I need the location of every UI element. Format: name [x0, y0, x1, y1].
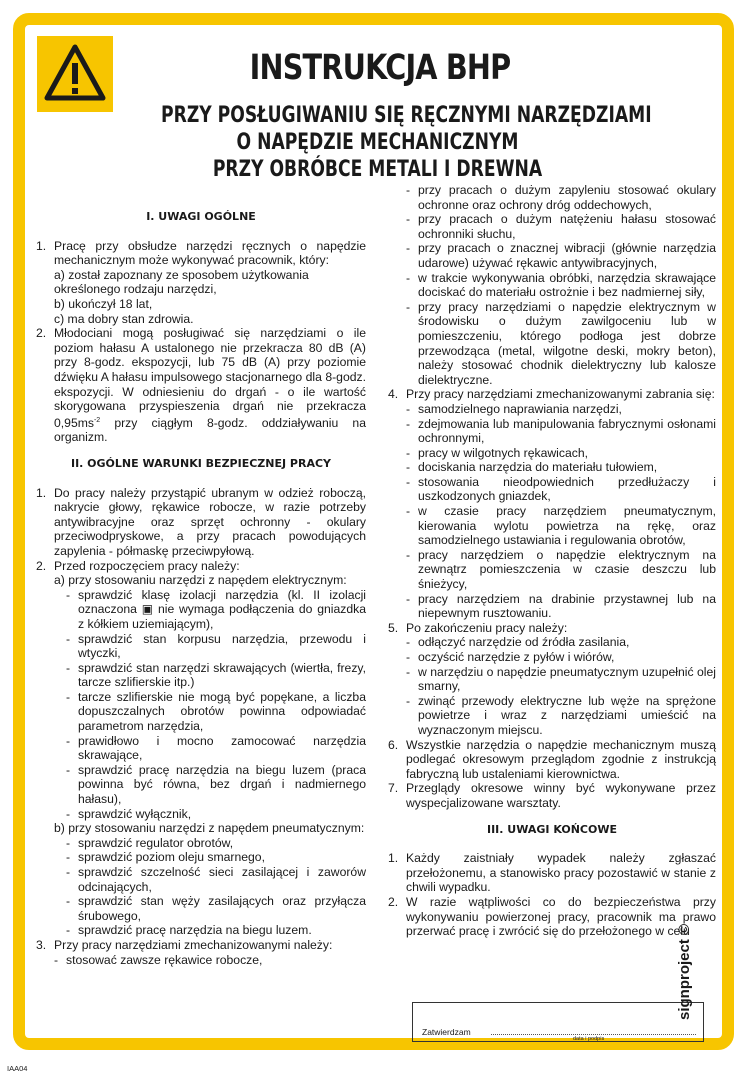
brand-logo: signproject © — [676, 923, 693, 1020]
dash-item — [406, 635, 716, 650]
dash-item-text: przy pracach o dużym natężeniu hałasu stosować ochronniki słuchu, — [418, 212, 716, 241]
sub-item — [36, 268, 366, 297]
dash-bullet: - — [66, 923, 71, 938]
dash-item — [406, 446, 716, 461]
item-text: Przy pracy narzędziami zmechanizowanymi zabrania się: — [406, 387, 715, 402]
list-item — [36, 938, 366, 953]
dash-list — [388, 183, 716, 387]
item-text-part: przy ciągłym 8-godz. oddziaływaniu na organizm. — [54, 415, 366, 445]
dash-item-text: sprawdzić wyłącznik, — [78, 806, 192, 821]
dash-item — [406, 592, 716, 621]
dash-bullet: - — [406, 183, 411, 197]
dash-bullet: - — [406, 474, 411, 489]
item-number: 5. — [388, 620, 399, 635]
sub-item-text: a) został zapoznany ze sposobem użytkowania określonego rodzaju narzędzi, — [54, 267, 309, 297]
sub-item-text: b) przy stosowaniu narzędzi z napędem pneumatycznym: — [54, 821, 365, 836]
sub-item-text: c) ma dobry stan zdrowia. — [54, 311, 194, 326]
item-number: 2. — [388, 894, 399, 909]
dash-item-text: oczyścić narzędzie z pyłów i wiórów, — [418, 650, 615, 664]
sub-item — [36, 312, 366, 327]
dash-bullet: - — [406, 635, 411, 650]
dash-list — [388, 635, 716, 737]
list-item — [388, 387, 716, 402]
warning-sign — [37, 36, 113, 112]
dash-bullet: - — [406, 591, 411, 606]
page-subtitle — [161, 102, 652, 183]
dash-item — [406, 271, 716, 300]
sub-item-text: b) ukończył 18 lat, — [54, 296, 153, 311]
dash-item-text: sprawdzić klasę izolacji narzędzia (kl. II izolacji oznaczona ▣ nie wymaga podłączenia do gniazdka z kółkiem uziemiającym), — [78, 587, 366, 631]
dash-bullet: - — [66, 806, 71, 821]
dash-item-text: pracy narzędziem o napędzie elektrycznym na zewnątrz pomieszczenia w czasie deszczu lub śnieżycy, — [418, 547, 716, 592]
dash-item — [406, 241, 716, 270]
item-text: Każdy zaistniały wypadek należy zgłaszać przełożonemu, a stanowisko pracy pozostawić w stanie z chwili wypadku. — [406, 851, 716, 895]
dash-item-text: sprawdzić stan węży zasilających oraz przyłącza śrubowego, — [78, 894, 366, 923]
dash-item — [406, 300, 716, 388]
item-text: W razie wątpliwości co do bezpieczeństwa przy wykonywaniu powierzonej pracy, pracownik ma prawo przerwać pracę i zwrócić się do przełożonego w celu — [406, 894, 716, 939]
sub-item — [36, 573, 366, 588]
dash-item-text: stosować zawsze rękawice robocze, — [66, 952, 263, 967]
dash-item-text: dociskania narzędzia do materiału tułowiem, — [418, 460, 658, 475]
exponent: -2 — [93, 416, 101, 424]
dash-item-text: w trakcie wykonywania obróbki, narzędzia skrawające dociskać do materiału ostrożnie i bez nadmiernej siły, — [418, 270, 716, 300]
dash-item — [66, 661, 366, 690]
dash-item — [406, 183, 716, 212]
dash-item — [66, 865, 366, 894]
list-item — [388, 738, 716, 782]
item-number: 1. — [36, 485, 47, 500]
dash-item — [406, 650, 716, 665]
left-column — [36, 210, 366, 967]
item-number: 1. — [388, 851, 399, 866]
item-text — [54, 326, 366, 445]
list-item — [388, 621, 716, 636]
list-item — [36, 239, 366, 268]
dash-item-text: pracy w wilgotnych rękawicach, — [418, 445, 589, 460]
dash-item-text: zdejmowania lub manipulowania fabrycznymi osłonami ochronnymi, — [418, 416, 716, 446]
dash-item — [406, 694, 716, 738]
dash-bullet: - — [66, 865, 71, 879]
dash-item — [66, 734, 366, 763]
dash-bullet: - — [406, 212, 411, 227]
dash-bullet: - — [406, 445, 411, 460]
item-number: 3. — [36, 937, 47, 952]
dash-item — [66, 850, 366, 865]
dash-item — [406, 548, 716, 592]
dash-item-text: tarcze szlifierskie nie mogą być popękane, a liczba dopuszczalnych obrotów powinna odpowiadać parametrom narzędzia, — [78, 689, 366, 734]
dash-bullet: - — [66, 894, 71, 909]
dash-item-text: prawidłowo i mocno zamocować narzędzia skrawające, — [78, 733, 366, 763]
list-item — [388, 851, 716, 895]
dash-item-text: sprawdzić regulator obrotów, — [78, 835, 234, 850]
dash-bullet: - — [406, 504, 411, 519]
dash-item-text: sprawdzić stan narzędzi skrawających (wiertła, frezy, tarcze szlifierskie itp.) — [78, 660, 366, 690]
signature-line — [491, 1034, 696, 1035]
dash-item — [66, 894, 366, 923]
dash-item — [54, 953, 366, 968]
dash-bullet: - — [406, 664, 411, 679]
item-number: 4. — [388, 387, 399, 402]
item-text: Wszystkie narzędzia o napędzie mechanicznym muszą podlegać okresowym przeglądom zgodnie z instrukcją fabryczną lub ustaleniami kierownictwa. — [406, 737, 716, 781]
dash-item-text: samodzielnego naprawiania narzędzi, — [418, 401, 622, 416]
list-item — [388, 895, 716, 939]
list-item — [36, 559, 366, 574]
dash-bullet: - — [66, 689, 71, 704]
dash-item-text: stosowania nieodpowiednich przedłużaczy i uszkodzonych gniazdek, — [418, 474, 716, 504]
dash-item — [406, 504, 716, 548]
dash-item-text: w narzędziu o napędzie pneumatycznym uzupełnić olej smarny, — [418, 664, 716, 694]
dash-bullet: - — [66, 587, 71, 602]
section-heading: I. UWAGI OGÓLNE — [146, 210, 256, 223]
list-item — [36, 326, 366, 445]
section-heading: III. UWAGI KOŃCOWE — [487, 822, 617, 836]
dash-bullet: - — [406, 460, 411, 475]
dash-item-text: przy pracy narzędziami o napędzie elektrycznym w środowisku o dużym zawilgoceniu lub w pomieszczeniu, którego podłoga jest dobrze przewodząca (metal, wilgotne deski, mokry beton), należy stosować chodnik dielektryczny lub kalosze dielektryczne. — [418, 299, 716, 387]
dash-item — [406, 402, 716, 417]
dash-bullet: - — [406, 650, 411, 664]
item-number: 7. — [388, 781, 399, 796]
list-item — [388, 781, 716, 810]
sub-item — [36, 297, 366, 312]
dash-item-text: sprawdzić poziom oleju smarnego, — [78, 850, 265, 865]
dash-item-text: przy pracach o znacznej wibracji (głównie narzędzia udarowe) używać rękawic antywibracyjnych, — [418, 241, 716, 270]
sub-item-text: a) przy stosowaniu narzędzi z napędem elektrycznym: — [54, 573, 347, 588]
dash-item-text: pracy narzędziem na drabinie przystawnej lub na niepewnym rusztowaniu. — [418, 591, 716, 621]
dash-list — [36, 588, 366, 822]
item-text: Przy pracy narzędziami zmechanizowanymi należy: — [54, 937, 333, 952]
dash-bullet: - — [406, 547, 411, 562]
dash-bullet: - — [406, 693, 411, 708]
signature-label: Zatwierdzam — [422, 1027, 471, 1037]
dash-item-text: sprawdzić stan korpusu narzędzia, przewodu i wtyczki, — [78, 631, 366, 661]
dash-item — [406, 665, 716, 694]
dash-item — [66, 836, 366, 851]
item-number: 2. — [36, 558, 47, 573]
subtitle-line: O NAPĘDZIE MECHANICZNYM — [236, 130, 519, 155]
item-text: Do pracy należy przystąpić ubranym w odzież roboczą, nakrycie głowy, rękawice robocze, w razie potrzeby antywibracyjne oraz sprzęt ochronny - okulary przeciwodpryskowe, a przy pracach powodujących zapylenia - półmaskę przeciwpyłową. — [54, 485, 366, 558]
item-number: 6. — [388, 737, 399, 752]
warning-triangle-icon — [37, 36, 113, 112]
dash-item-text: sprawdzić pracę narzędzia na biegu luzem (praca powinna być równa, bez drgań i nadmiernego hałasu), — [78, 762, 366, 807]
dash-item — [66, 690, 366, 734]
dash-item — [406, 417, 716, 446]
subtitle-line: PRZY OBRÓBCE METALI I DREWNA — [212, 157, 543, 182]
item-number: 1. — [36, 238, 47, 253]
dash-item — [406, 475, 716, 504]
dash-item — [66, 807, 366, 822]
list-item — [36, 486, 366, 559]
dash-item-text: odłączyć narzędzie od źródła zasilania, — [418, 635, 630, 650]
dash-bullet: - — [406, 241, 411, 256]
item-text: Pracę przy obsłudze narzędzi ręcznych o napędzie mechanicznym może wykonywać pracownik, który: — [54, 238, 366, 268]
dash-bullet: - — [406, 416, 411, 431]
subtitle-line: PRZY POSŁUGIWANIU SIĘ RĘCZNYMI NARZĘDZIAMI — [161, 103, 652, 128]
dash-item — [406, 460, 716, 475]
signature-box — [412, 1002, 704, 1042]
item-text: Przed rozpoczęciem pracy należy: — [54, 558, 240, 573]
dash-item-text: sprawdzić szczelność sieci zasilającej i zaworów odcinających, — [78, 865, 366, 894]
dash-list — [388, 402, 716, 621]
dash-bullet: - — [66, 762, 71, 777]
dash-item-text: przy pracach o dużym zapyleniu stosować okulary ochronne oraz ochrony dróg oddechowych, — [418, 183, 716, 212]
dash-item — [66, 632, 366, 661]
dash-bullet: - — [66, 835, 71, 850]
dash-item-text: sprawdzić pracę narzędzia na biegu luzem. — [78, 923, 312, 938]
dash-bullet: - — [406, 401, 411, 416]
dash-item — [66, 923, 366, 938]
right-column — [388, 183, 716, 939]
dash-item-text: zwinąć przewody elektryczne lub węże na sprężone powietrze i wraz z narzędziami umieścić na wyznaczonym miejscu. — [418, 693, 716, 737]
dash-bullet: - — [66, 850, 71, 865]
dash-item — [66, 588, 366, 632]
document-code: IAA04 — [7, 1064, 28, 1073]
page-title: INSTRUKCJA BHP — [249, 48, 511, 88]
dash-bullet: - — [406, 299, 411, 314]
dash-bullet: - — [54, 952, 59, 967]
dash-bullet: - — [406, 270, 411, 285]
item-number: 2. — [36, 326, 47, 341]
dash-bullet: - — [66, 733, 71, 748]
dash-list — [36, 953, 366, 968]
dash-bullet: - — [66, 660, 71, 675]
item-text: Przeglądy okresowe winny być wykonywane przez wyspecjalizowane warsztaty. — [406, 781, 716, 810]
signature-sublabel: data i podpis — [573, 1036, 605, 1042]
dash-list — [36, 836, 366, 938]
sub-item — [36, 821, 366, 836]
dash-item-text: w czasie pracy narzędziem pneumatycznym, kierowania wylotu powietrza na rękę, oraz samodzielnego ustawiania i regulowania obrotów, — [418, 504, 716, 548]
section-heading: II. OGÓLNE WARUNKI BEZPIECZNEJ PRACY — [70, 456, 331, 470]
dash-bullet: - — [66, 631, 71, 646]
item-text-part: Młodociani mogą posługiwać się narzędziami o ile poziom hałasu A ustalonego nie przekracza 80 dB (A) przy 8-godz. ekspozycji, lub 75 dB (A) przy poziomie dźwięku A hałasu impulsowego stacjonarnego dla 8-godz. ekspozycji. W odniesieniu do drgań - o ile wartość skorygowana przyspieszenia drgań nie przekracza 0,95ms — [54, 326, 366, 430]
dash-item — [66, 763, 366, 807]
dash-item — [406, 212, 716, 241]
item-text: Po zakończeniu pracy należy: — [406, 620, 568, 635]
